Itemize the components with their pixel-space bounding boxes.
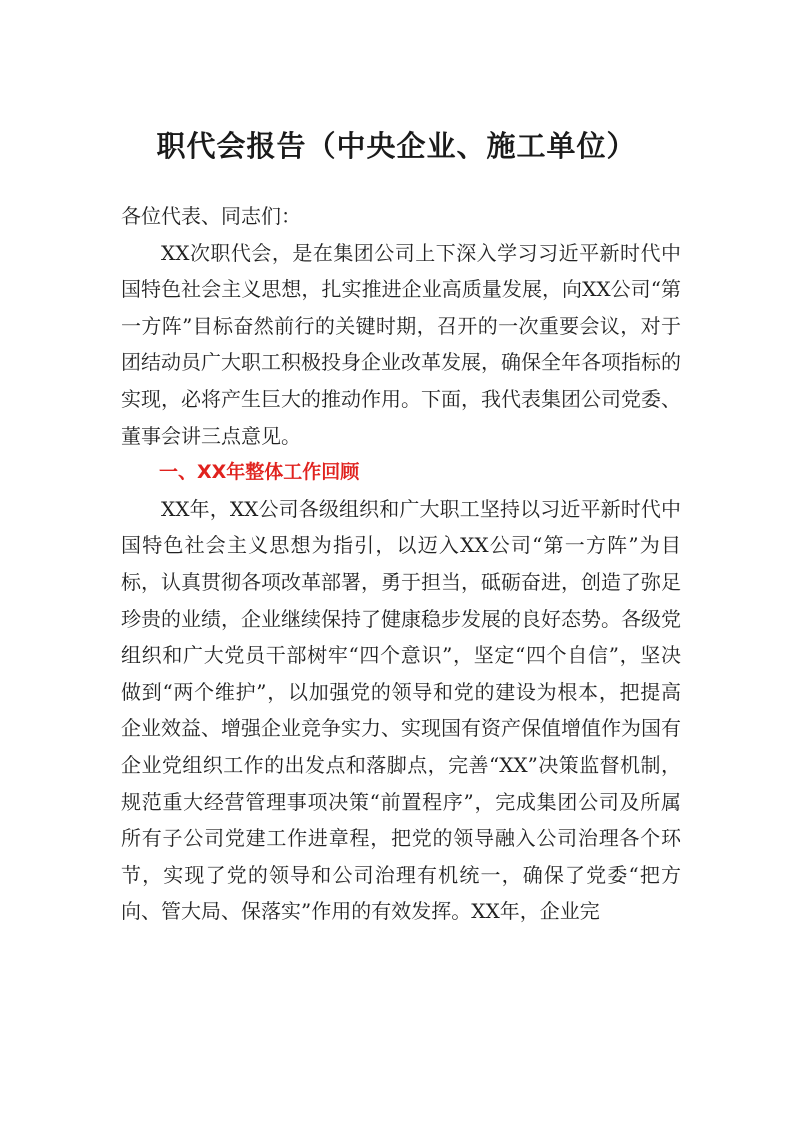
opening-paragraph: XX次职代会，是在集团公司上下深入学习习近平新时代中国特色社会主义思想，扎实推进企业高质量发展，向XX公司“第一方阵”目标奋然前行的关键时期，召开的一次重要会议，对于团结动员广大职工积极投身企业改革发展，确保全年各项指标的实现，必将产生巨大的推动作用。下面，我代表集团公司党委、董事会讲三点意见。 [121,240,681,448]
section-heading: 一、XX年整体工作回顾 [159,461,360,484]
document-body [121,198,681,930]
section-paragraph: XX年，XX公司各级组织和广大职工坚持以习近平新时代中国特色社会主义思想为指引，以迈入XX公司“第一方阵”为目标，认真贯彻各项改革部署，勇于担当，砥砺奋进，创造了弥足珍贵的业绩，企业继续保持了健康稳步发展的良好态势。各级党组织和广大党员干部树牢“四个意识”，坚定“四个自信”，坚决做到“两个维护”，以加强党的领导和党的建设为根本，把提高企业效益、增强企业竞争实力、实现国有资产保值增值作为国有企业党组织工作的出发点和落脚点，完善“XX”决策监督机制，规范重大经营管理事项决策“前置程序”，完成集团公司及所属所有子公司党建工作进章程，把党的领导融入公司治理各个环节，实现了党的领导和公司治理有机统一，确保了党委“把方向、管大局、保落实”作用的有效发挥。XX年，企业完 [121,496,681,924]
document-title: 职代会报告（中央企业、施工单位） [156,129,637,163]
salutation: 各位代表、同志们： [121,204,301,228]
